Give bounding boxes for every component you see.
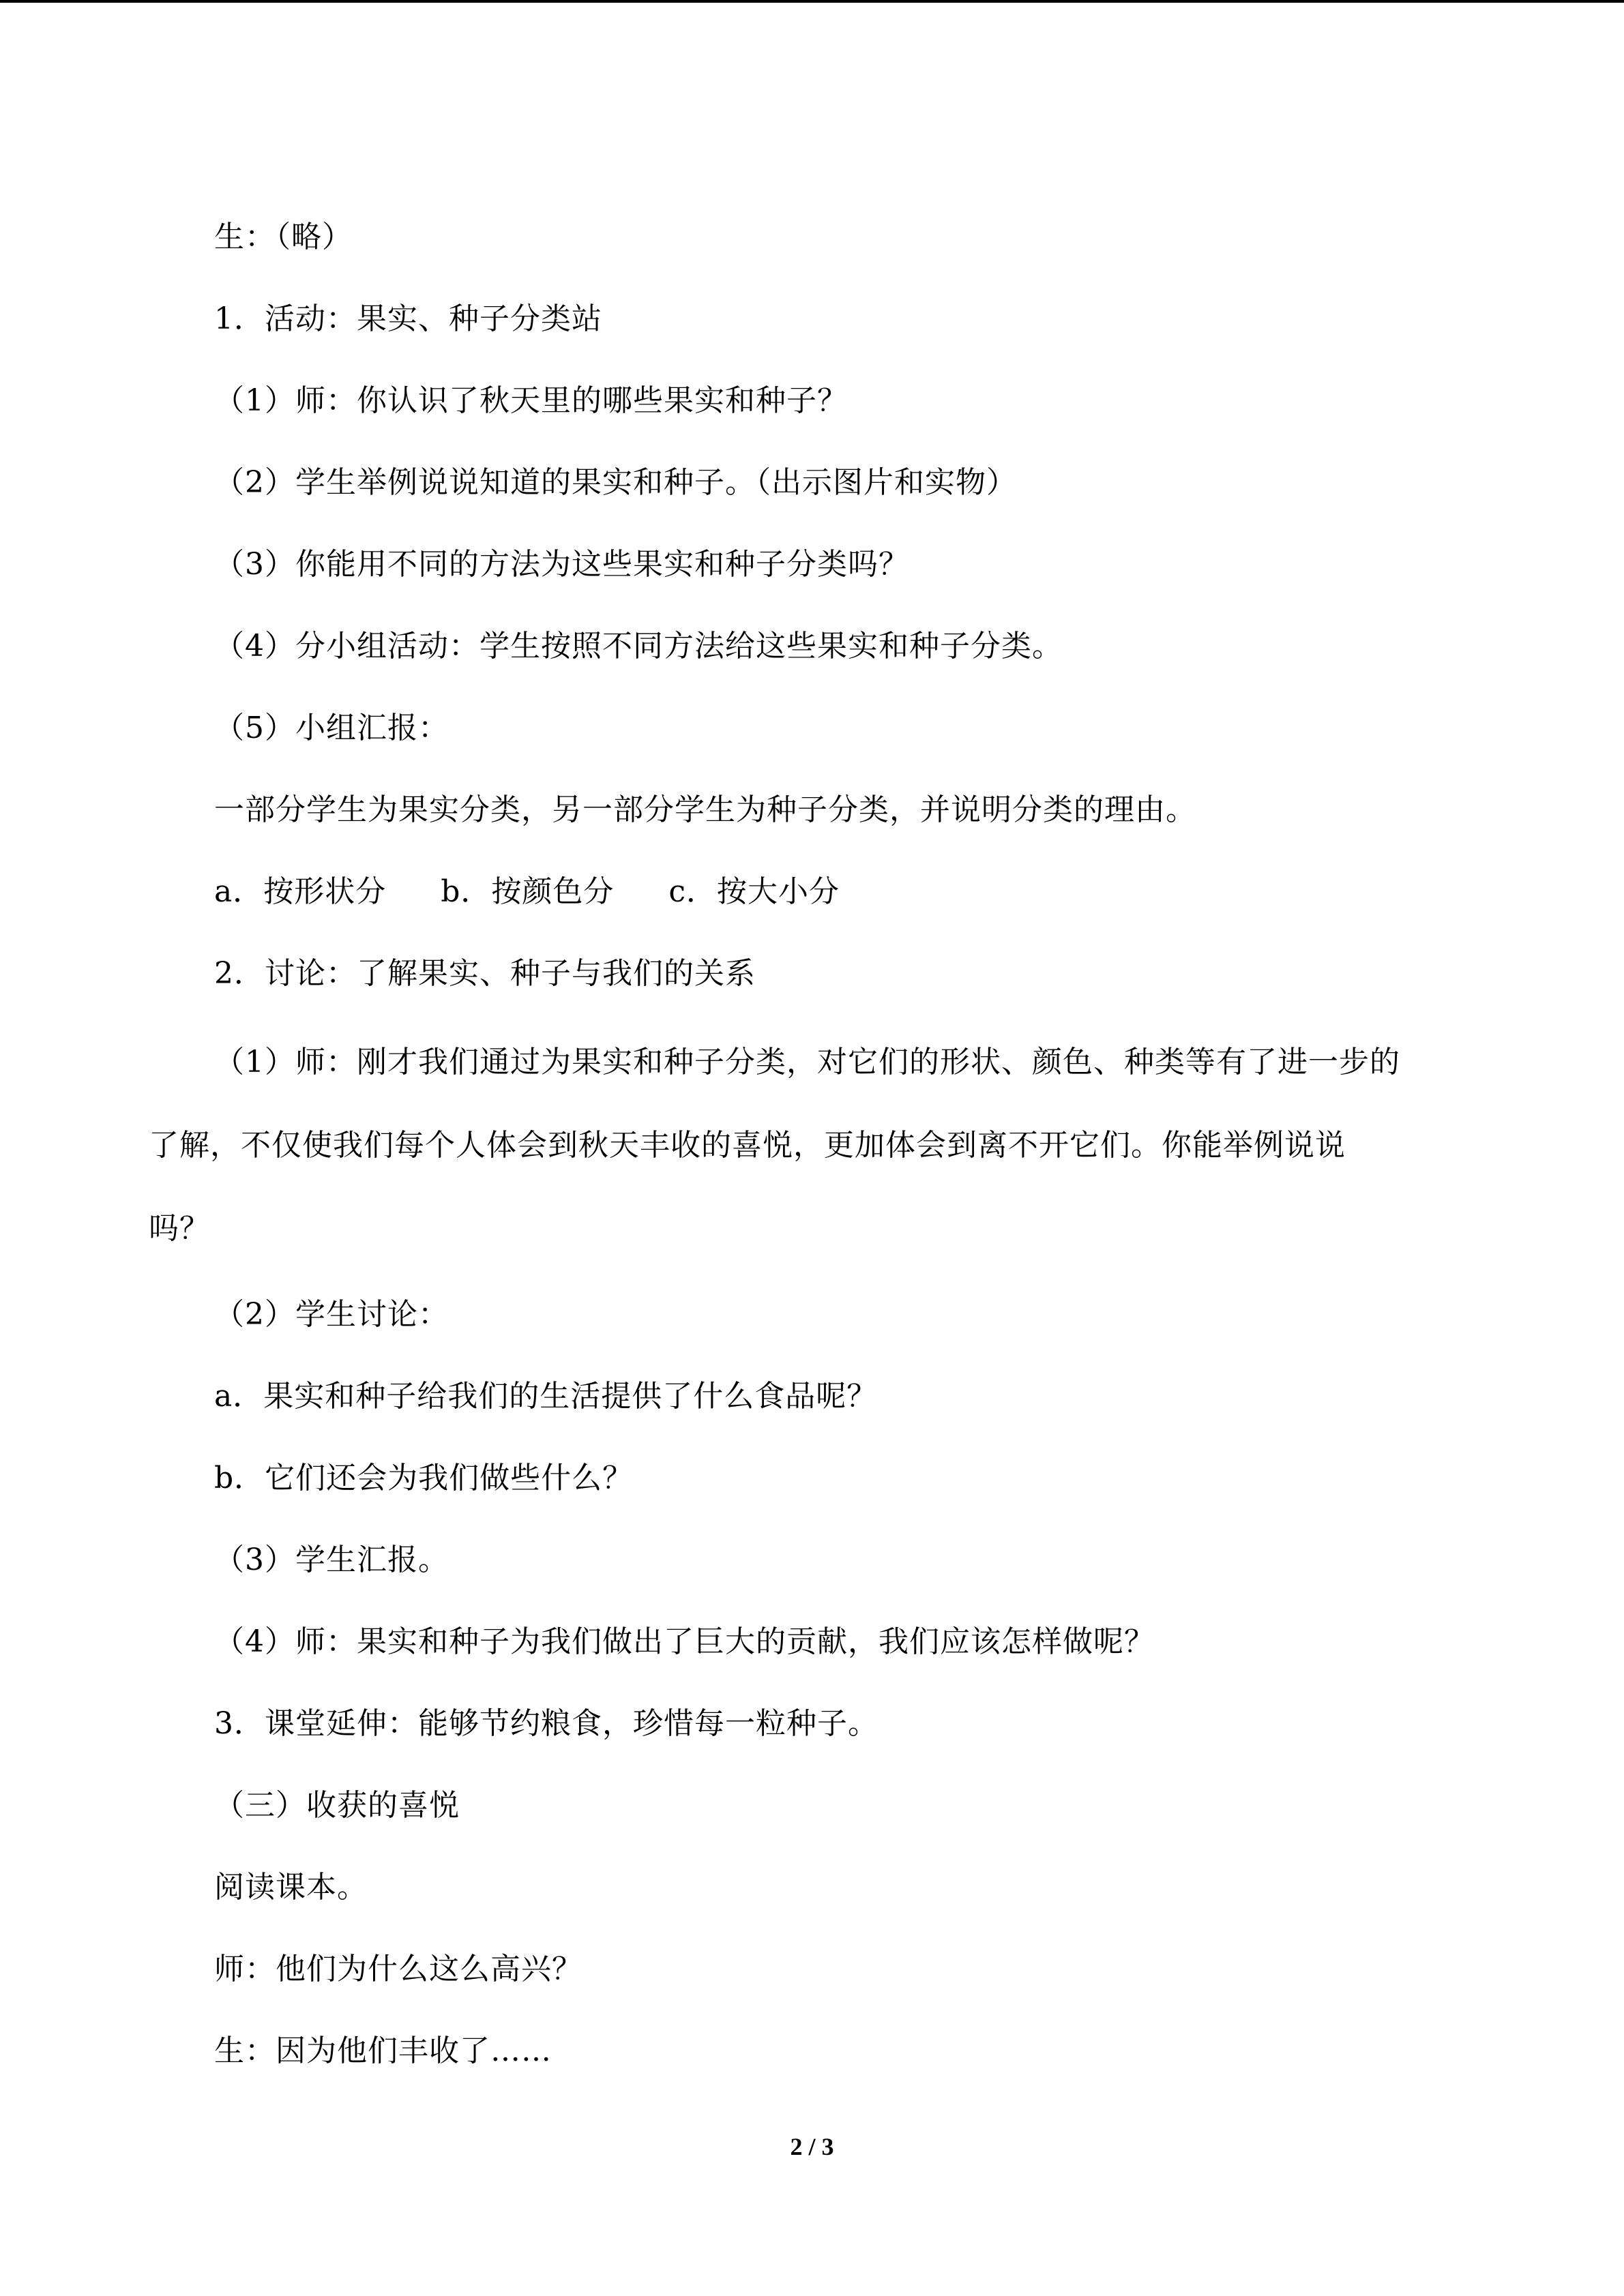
text-line: （2）学生讨论： xyxy=(214,1297,449,1332)
option-item: c．按大小分 xyxy=(668,874,840,909)
text-line: （2）学生举例说说知道的果实和种子。（出示图片和实物） xyxy=(214,465,1017,500)
text-line: （1）师：你认识了秋天里的哪些果实和种子？ xyxy=(214,383,848,418)
text-line: 阅读课本。 xyxy=(214,1870,368,1905)
text-line: （4）分小组活动：学生按照不同方法给这些果实和种子分类。 xyxy=(214,629,1063,664)
text-line: 3．课堂延伸：能够节约粮食，珍惜每一粒种子。 xyxy=(214,1706,879,1741)
text-line: 1．活动：果实、种子分类站 xyxy=(214,301,602,336)
text-line: （1）师：刚才我们通过为果实和种子分类，对它们的形状、颜色、种类等有了进一步的 xyxy=(214,1045,1400,1079)
text-line: （5）小组汇报： xyxy=(214,711,449,745)
option-item: a．按形状分 xyxy=(214,874,387,909)
text-line: 2．讨论：了解果实、种子与我们的关系 xyxy=(214,956,756,991)
text-line: 生：（略） xyxy=(214,220,353,254)
text-line: 生：因为他们丰收了…… xyxy=(214,2033,552,2068)
text-line: a．果实和种子给我们的生活提供了什么食品呢？ xyxy=(214,1379,878,1414)
text-line: （4）师：果实和种子为我们做出了巨大的贡献，我们应该怎样做呢？ xyxy=(214,1624,1155,1659)
option-item: b．按颜色分 xyxy=(441,874,615,909)
options-row xyxy=(214,871,840,912)
text-line: 了解，不仅使我们每个人体会到秋天丰收的喜悦，更加体会到离不开它们。你能举例说说 xyxy=(149,1128,1346,1163)
text-line: 师：他们为什么这么高兴？ xyxy=(214,1952,582,1986)
text-line: （三）收获的喜悦 xyxy=(214,1788,460,1823)
text-line: （3）学生汇报。 xyxy=(214,1542,449,1577)
text-line: 一部分学生为果实分类，另一部分学生为种子分类，并说明分类的理由。 xyxy=(214,792,1196,827)
page-number: 2 / 3 xyxy=(790,2133,834,2160)
text-line: 吗？ xyxy=(149,1211,210,1246)
text-line: b．它们还会为我们做些什么？ xyxy=(214,1461,634,1495)
text-line: （3）你能用不同的方法为这些果实和种子分类吗？ xyxy=(214,547,909,582)
